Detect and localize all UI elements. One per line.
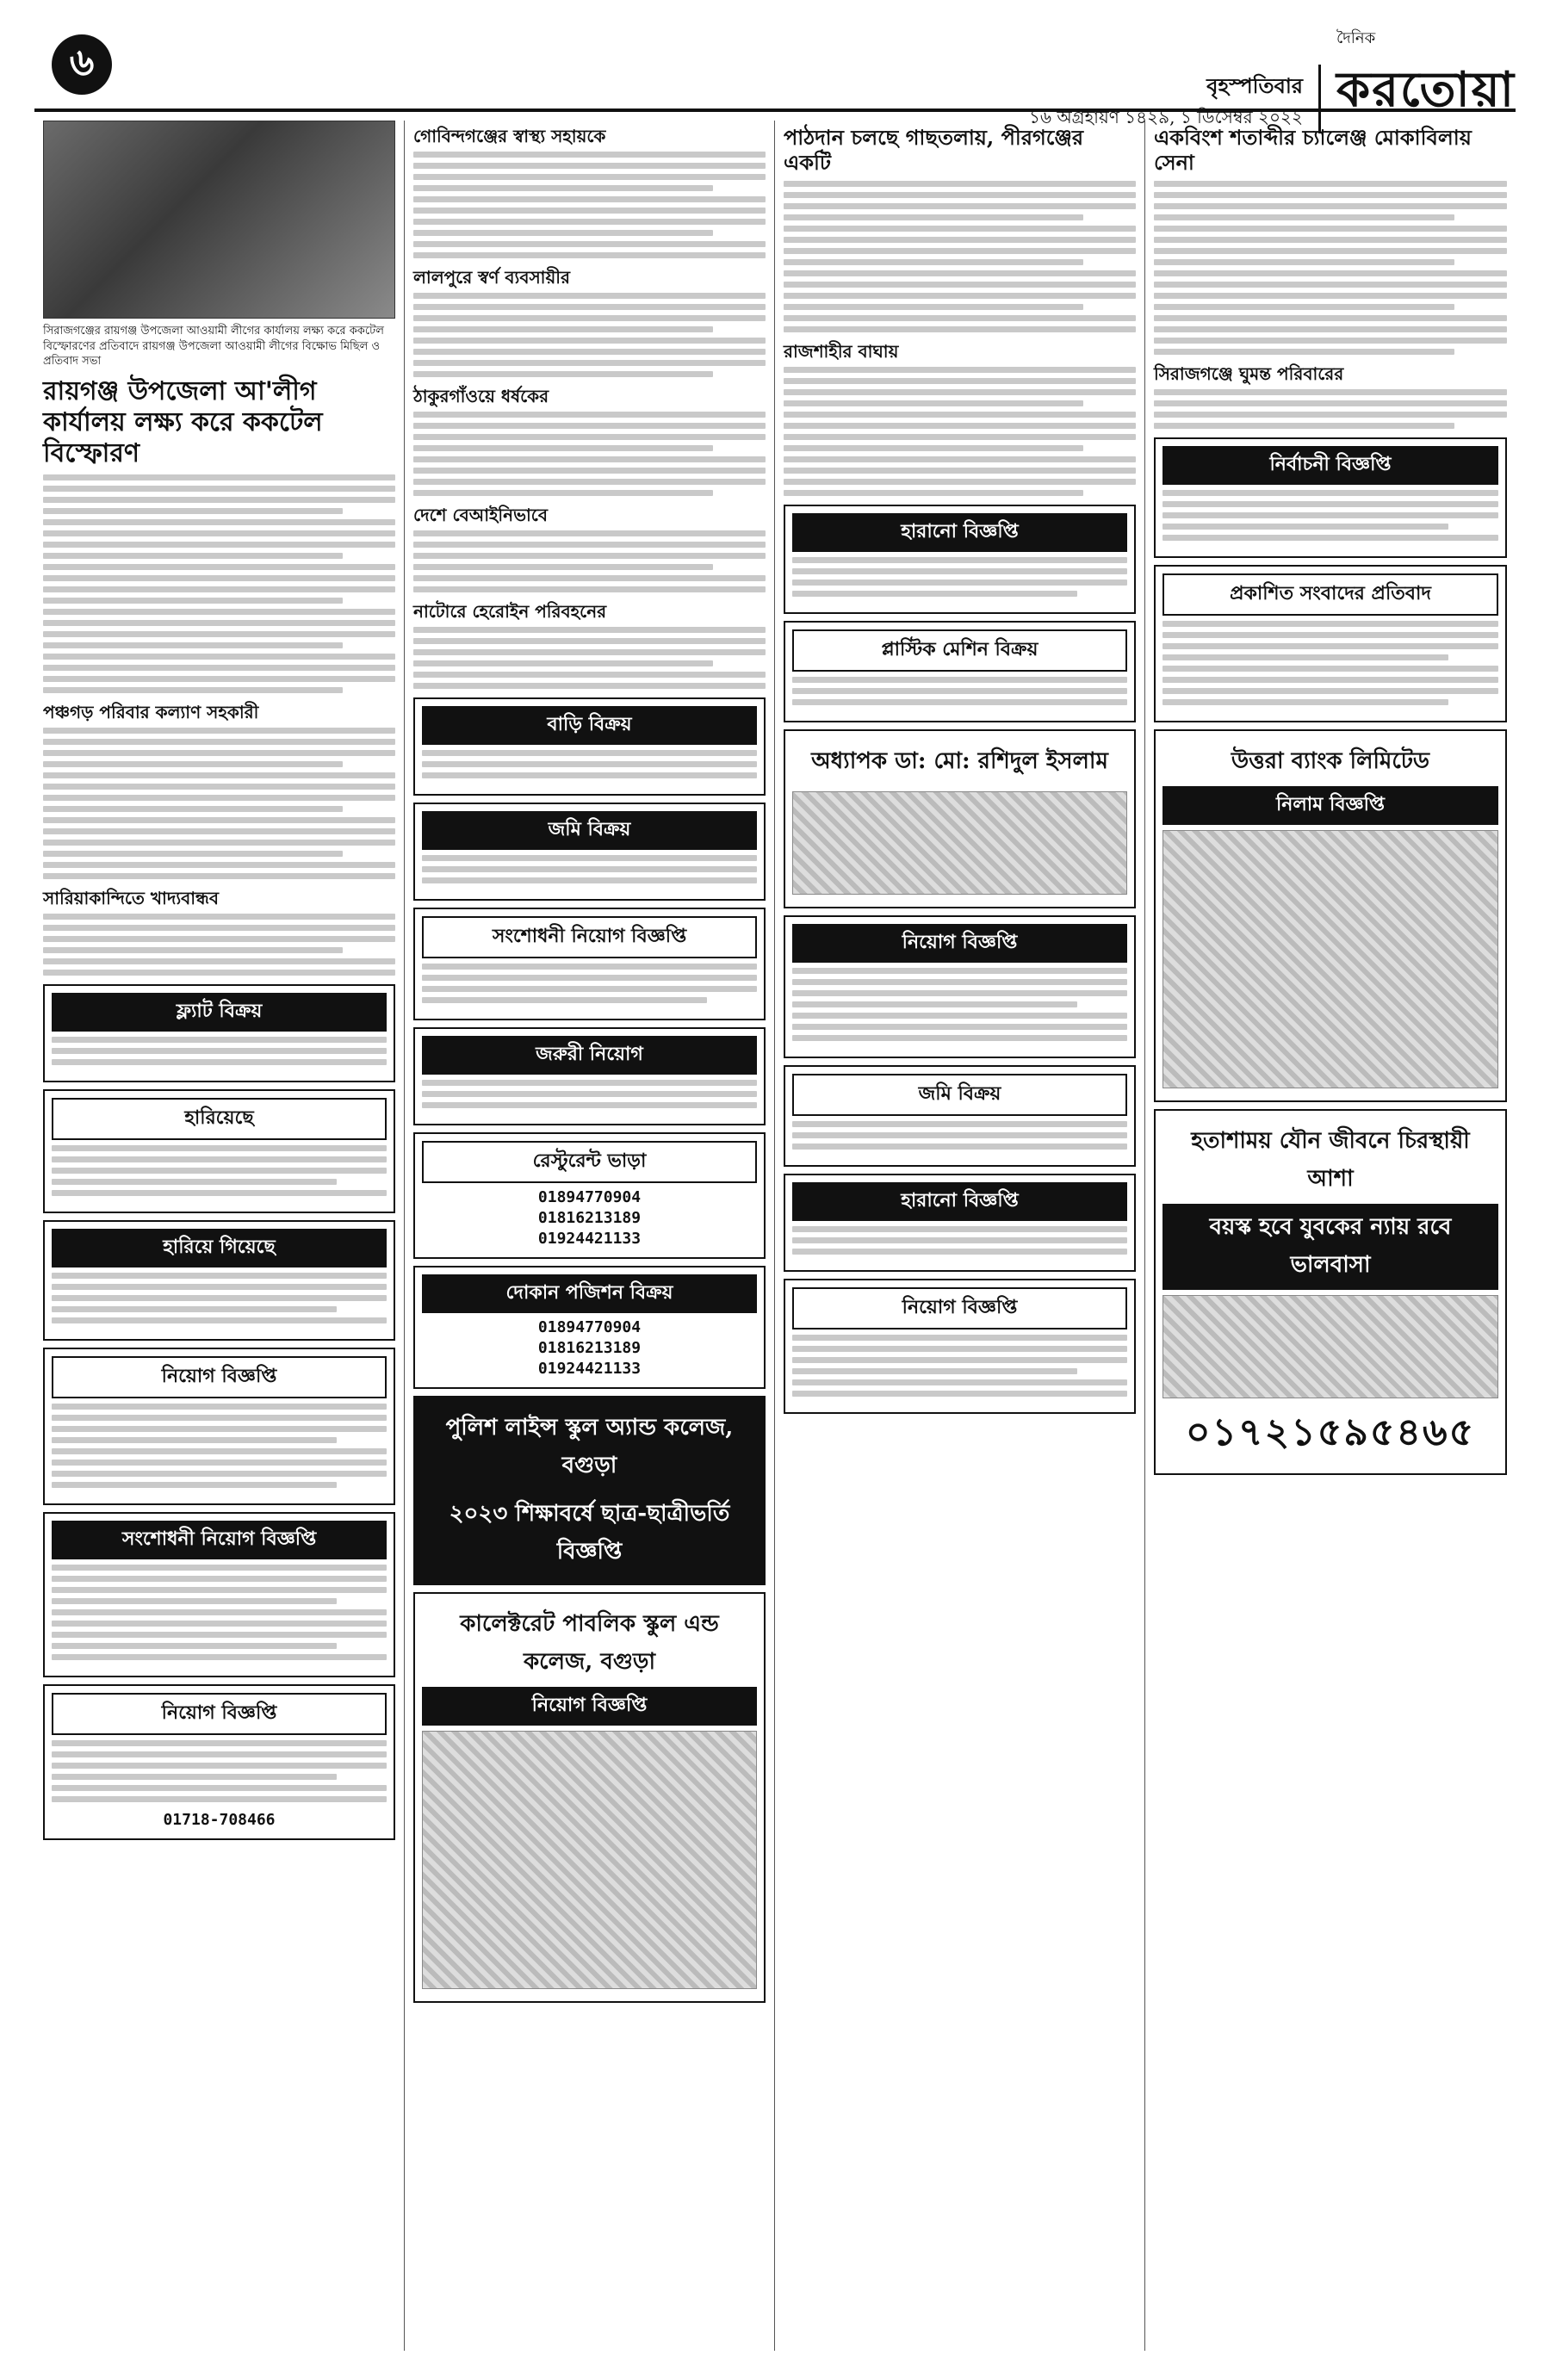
ad-title: ফ্ল্যাট বিক্রয় <box>52 993 387 1032</box>
headline-lalpur: লালপুরে স্বর্ণ ব্যবসায়ীর <box>413 267 570 288</box>
ad-lost-2 <box>43 1220 395 1341</box>
headline-thakurgaon: ঠাকুরগাঁওয়ে ধর্ষকের <box>413 386 549 406</box>
ad-lost <box>43 1089 395 1213</box>
date-line: ১৬ অগ্রহায়ণ ১৪২৯, ১ ডিসেম্বর ২০২২ <box>1029 107 1304 127</box>
bank-name: উত্তরা ব্যাংক লিমিটেড <box>1231 747 1430 774</box>
weekday: বৃহস্পতিবার <box>1206 73 1304 98</box>
headline-illegal: দেশে বেআইনিভাবে <box>413 505 548 525</box>
ad-correction <box>413 908 766 1020</box>
masthead-right <box>1029 26 1516 133</box>
lead-headline: রায়গঞ্জ উপজেলা আ'লীগ কার্যালয় লক্ষ্য করে ককটেল বিস্ফোরণ <box>43 375 323 468</box>
article-body-placeholder <box>43 914 395 976</box>
ad-shop-sale <box>413 1266 766 1389</box>
column-3 <box>775 121 1145 2351</box>
doctor-name: অধ্যাপক ডা: মো: রশিদুল ইসলাম <box>811 747 1108 774</box>
ad-title: দোকান পজিশন বিক্রয় <box>422 1274 757 1313</box>
ad-title: প্রকাশিত সংবাদের প্রতিবাদ <box>1162 573 1498 616</box>
auction-details-placeholder <box>1162 830 1498 1088</box>
ad-title: সংশোধনী নিয়োগ বিজ্ঞপ্তি <box>422 916 757 958</box>
ad-collectorate-school <box>413 1592 766 2003</box>
ad-title: নিলাম বিজ্ঞপ্তি <box>1162 786 1498 825</box>
ad-title: জমি বিক্রয় <box>792 1074 1127 1116</box>
article-body-placeholder <box>43 728 395 879</box>
ad-phone: 01924421133 <box>537 1360 642 1378</box>
ad-phone: 01718-708466 <box>163 1810 276 1829</box>
ad-title: নিয়োগ বিজ্ঞপ্তি <box>52 1356 387 1398</box>
ad-phone: 01894770904 <box>537 1318 642 1336</box>
school-title: পুলিশ লাইন্স স্কুল অ্যান্ড কলেজ, বগুড়া <box>445 1415 734 1478</box>
article-body-placeholder <box>1154 389 1507 429</box>
paper-prefix: দৈনিক <box>1336 29 1376 47</box>
ad-title: হারিয়ে গিয়েছে <box>52 1229 387 1267</box>
column-2 <box>405 121 775 2351</box>
ad-correction <box>43 1512 395 1677</box>
article-body-placeholder <box>413 412 766 496</box>
paper-name: করতোয়া <box>1336 61 1516 118</box>
ad-title: রেস্টুরেন্ট ভাড়া <box>422 1141 757 1183</box>
article-body-placeholder <box>784 367 1136 496</box>
headline-panchagarh: পঞ্চগড় পরিবার কল্যাণ সহকারী <box>43 701 259 722</box>
collectorate-title: কালেক্টরেট পাবলিক স্কুল এন্ড কলেজ, বগুড়া <box>460 1611 719 1675</box>
headline-bagha: রাজশাহীর বাঘায় <box>784 340 899 362</box>
ad-title: বাড়ি বিক্রয় <box>422 706 757 745</box>
headline-gobindaganj: গোবিন্দগঞ্জের স্বাস্থ্য সহায়কে <box>413 126 606 146</box>
column-1 <box>34 121 405 2351</box>
ad-title: নির্বাচনী বিজ্ঞপ্তি <box>1162 446 1498 485</box>
ad-phone: 01894770904 <box>537 1188 642 1206</box>
ad-doctor <box>784 729 1136 908</box>
ad-health <box>1154 1109 1507 1475</box>
ad-title: নিয়োগ বিজ্ঞপ্তি <box>52 1693 387 1735</box>
doctor-details-placeholder <box>792 791 1127 895</box>
ad-title: হারানো বিজ্ঞপ্তি <box>792 513 1127 552</box>
masthead <box>34 26 1516 127</box>
headline-army: একবিংশ শতাব্দীর চ্যালেঞ্জ মোকাবিলায় সেনা <box>1154 125 1472 175</box>
ad-title: সংশোধনী নিয়োগ বিজ্ঞপ্তি <box>52 1521 387 1559</box>
news-columns <box>34 121 1516 2351</box>
ad-phone: 01816213189 <box>537 1209 642 1227</box>
headline-sariakandi: সারিয়াকান্দিতে খাদ্যবান্ধব <box>43 887 220 908</box>
ad-lost-2 <box>784 1174 1136 1272</box>
ad-protest <box>1154 565 1507 722</box>
ad-phone: 01924421133 <box>537 1230 642 1248</box>
ad-title: নিয়োগ বিজ্ঞপ্তি <box>792 924 1127 963</box>
school-subtitle: ২০২৩ শিক্ষাবর্ষে ছাত্র-ছাত্রীভর্তি বিজ্ঞপ্তি <box>449 1501 730 1565</box>
ad-school-admission <box>413 1396 766 1585</box>
article-body-placeholder <box>784 181 1136 332</box>
ad-bank-auction <box>1154 729 1507 1102</box>
ad-title: প্লাস্টিক মেশিন বিক্রয় <box>792 629 1127 672</box>
photo-caption: সিরাজগঞ্জের রায়গঞ্জ উপজেলা আওয়ামী লীগের কার্যালয় লক্ষ্য করে ককটেল বিস্ফোরণের প্রতিবাদে রায়গঞ্জ উপজেলা আওয়ামী লীগের বিক্ষোভ মিছিল ও প্রতিবাদ সভা <box>43 325 384 369</box>
paper-title <box>1336 26 1516 133</box>
ad-lost <box>784 505 1136 614</box>
ad-phone: 01816213189 <box>537 1339 642 1357</box>
news-photo <box>43 121 395 319</box>
headline-natore: নাটোরে হেরোইন পরিবহনের <box>413 601 607 622</box>
health-details-placeholder <box>1162 1295 1498 1398</box>
ad-land-sale <box>784 1065 1136 1167</box>
headline-sirajganj: সিরাজগঞ্জে ঘুমন্ত পরিবারের <box>1154 363 1344 384</box>
article-body-placeholder <box>413 293 766 377</box>
ad-job-2 <box>43 1684 395 1840</box>
article-body-placeholder <box>1154 181 1507 355</box>
health-phone: ০১৭২১৫৯৫৪৬৫ <box>1185 1410 1476 1454</box>
article-body-placeholder <box>43 474 395 693</box>
article-body-placeholder <box>413 530 766 592</box>
ad-title: হারানো বিজ্ঞপ্তি <box>792 1182 1127 1221</box>
recruitment-table-placeholder <box>422 1731 757 1989</box>
ad-job <box>784 915 1136 1058</box>
ad-title: নিয়োগ বিজ্ঞপ্তি <box>422 1687 757 1726</box>
health-subheadline: বয়স্ক হবে যুবকের ন্যায় রবে ভালবাসা <box>1162 1204 1498 1290</box>
ad-land-sale <box>413 803 766 901</box>
ad-machine-sale <box>784 621 1136 722</box>
ad-flat-sale <box>43 984 395 1082</box>
ad-title: জরুরী নিয়োগ <box>422 1036 757 1075</box>
ad-job <box>43 1348 395 1505</box>
health-headline: হতাশাময় যৌন জীবনে চিরস্থায়ী আশা <box>1191 1127 1470 1192</box>
ad-title: নিয়োগ বিজ্ঞপ্তি <box>792 1287 1127 1329</box>
page-number: ৬ <box>52 34 112 95</box>
ad-election-notice <box>1154 437 1507 558</box>
article-body-placeholder <box>413 627 766 689</box>
ad-job-2 <box>784 1279 1136 1414</box>
ad-title: হারিয়েছে <box>52 1098 387 1140</box>
ad-title: জমি বিক্রয় <box>422 811 757 850</box>
headline-pirganj: পাঠদান চলছে গাছতলায়, পীরগঞ্জের একটি <box>784 125 1084 175</box>
ad-house-sale <box>413 697 766 796</box>
article-body-placeholder <box>413 152 766 258</box>
ad-urgent-job <box>413 1027 766 1125</box>
column-4 <box>1145 121 1516 2351</box>
ad-restaurant-rent <box>413 1132 766 1259</box>
